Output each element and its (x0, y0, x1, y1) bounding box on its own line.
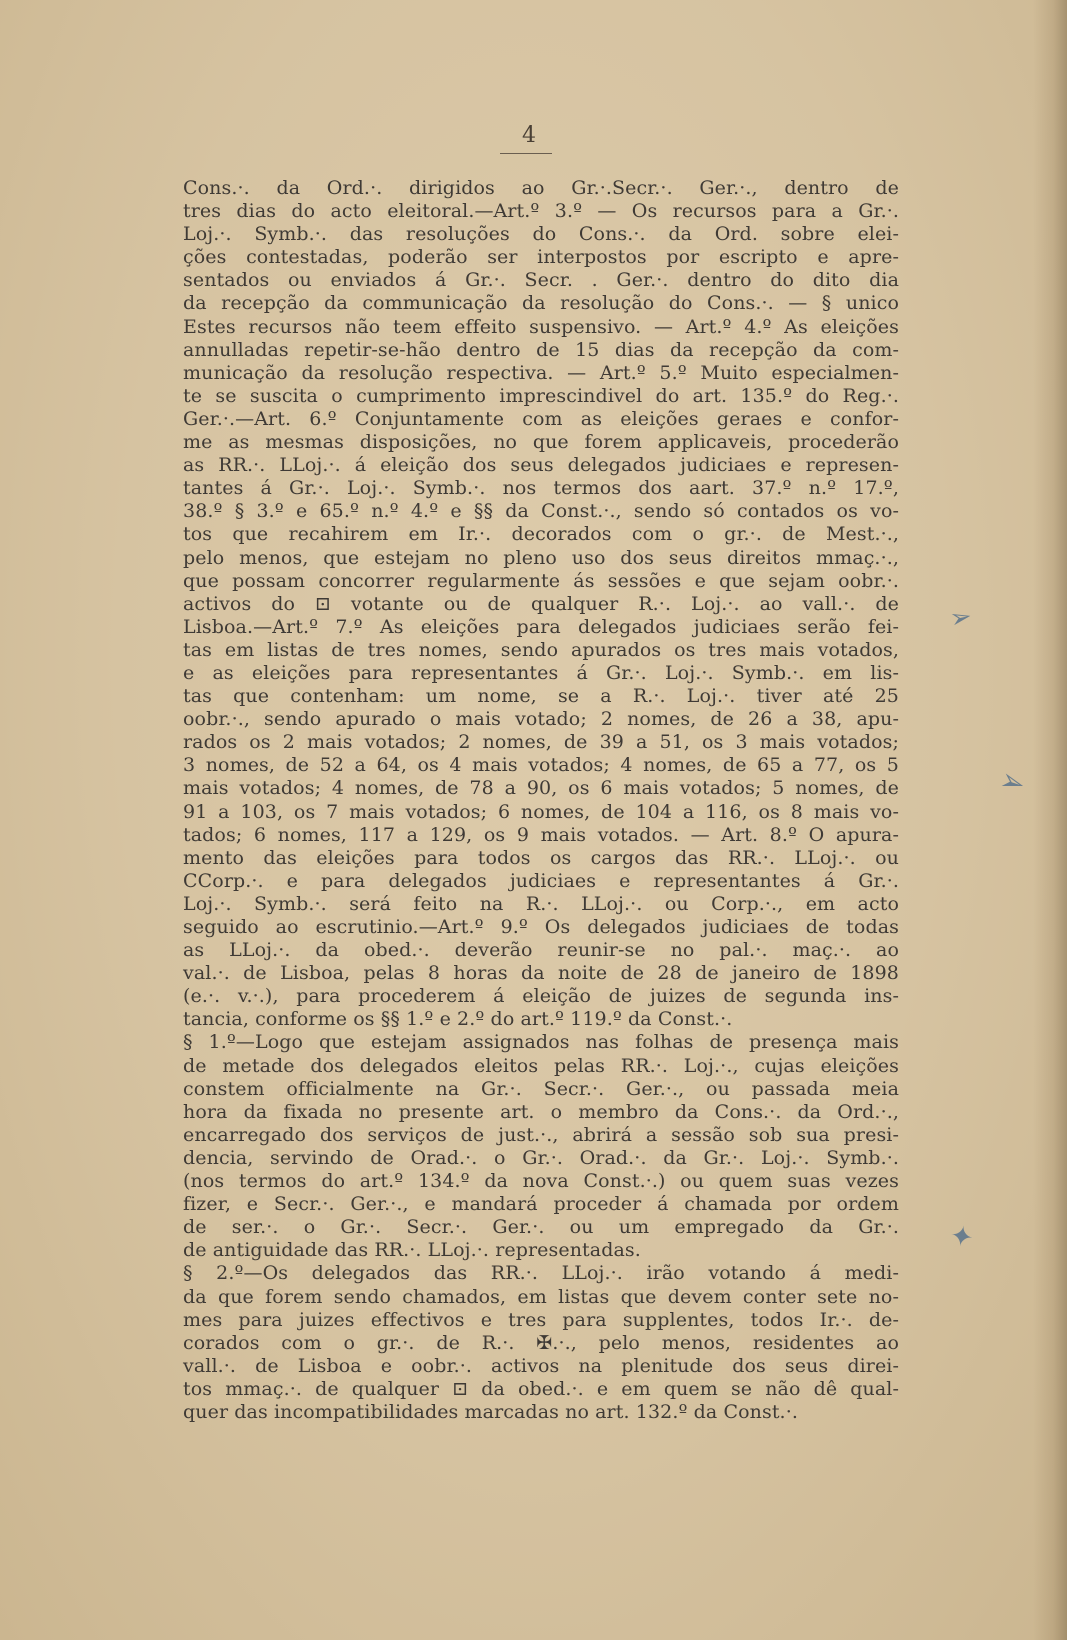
text-line: § 1.º—Logo que estejam assignados nas folhas de presença mais (183, 1031, 899, 1054)
text-line: encarregado dos serviços de just.·., abrirá a sessão sob sua presi- (183, 1123, 899, 1146)
text-line: mento das eleições para todos os cargos das RR.·. LLoj.·. ou (183, 846, 899, 869)
text-line: constem officialmente na Gr.·. Secr.·. Ger.·., ou passada meia (183, 1077, 899, 1100)
text-line: Lisboa.—Art.º 7.º As eleições para delegados judiciaes serão fei- (183, 615, 899, 638)
text-line: sentados ou enviados á Gr.·. Secr. . Ger.·. dentro do dito dia (183, 269, 899, 292)
text-line: mes para juizes effectivos e tres para supplentes, todos Ir.·. de- (183, 1308, 899, 1331)
text-line: activos do ⊡ votante ou de qualquer R.·. Loj.·. ao vall.·. de (183, 592, 899, 615)
text-line: val.·. de Lisboa, pelas 8 horas da noite de 28 de janeiro de 1898 (183, 962, 899, 985)
text-line: quer das incompatibilidades marcadas no art. 132.º da Const.·. (183, 1400, 798, 1423)
text-line: Loj.·. Symb.·. será feito na R.·. LLoj.·. ou Corp.·., em acto (183, 892, 899, 915)
text-line: e as eleições para representantes á Gr.·. Loj.·. Symb.·. em lis- (183, 661, 899, 684)
text-line: de ser.·. o Gr.·. Secr.·. Ger.·. ou um empregado da Gr.·. (183, 1216, 899, 1239)
body-text (183, 177, 899, 1424)
text-line: CCorp.·. e para delegados judiciaes e representantes á Gr.·. (183, 869, 899, 892)
text-line: corados com o gr.·. de R.·. ✠.·., pelo menos, residentes ao (183, 1331, 899, 1354)
text-line: 38.º § 3.º e 65.º n.º 4.º e §§ da Const.·., sendo só contados os vo- (183, 500, 899, 523)
text-line: te se suscita o cumprimento imprescindivel do art. 135.º do Reg.·. (183, 384, 899, 407)
text-line: (nos termos do art.º 134.º da nova Const.·.) ou quem suas vezes (183, 1170, 899, 1193)
text-line: tados; 6 nomes, 117 a 129, os 9 mais votados. — Art. 8.º O apura- (183, 823, 899, 846)
text-line: me as mesmas disposições, no que forem applicaveis, procederão (183, 431, 899, 454)
text-line: rados os 2 mais votados; 2 nomes, de 39 a 51, os 3 mais votados; (183, 731, 899, 754)
text-line: Loj.·. Symb.·. das resoluções do Cons.·. da Ord. sobre elei- (183, 223, 899, 246)
page-number: 4 (522, 123, 536, 148)
text-line: ções contestadas, poderão ser interpostos por escripto e apre- (183, 246, 899, 269)
text-line: de metade dos delegados eleitos pelas RR.·. Loj.·., cujas eleições (183, 1054, 899, 1077)
text-line: seguido ao escrutinio.—Art.º 9.º Os delegados judiciaes de todas (183, 916, 899, 938)
text-line: tantes á Gr.·. Loj.·. Symb.·. nos termos dos aart. 37.º n.º 17.º, (183, 477, 899, 500)
text-line: Cons.·. da Ord.·. dirigidos ao Gr.·.Secr.·. Ger.·., dentro de (183, 177, 899, 199)
margin-mark-icon: ➢ (947, 601, 975, 635)
text-line: hora da fixada no presente art. o membro da Cons.·. da Ord.·., (183, 1100, 899, 1123)
text-line: que possam concorrer regularmente ás sessões e que sejam oobr.·. (183, 569, 899, 592)
text-line: fizer, e Secr.·. Ger.·., e mandará proceder á chamada por ordem (183, 1193, 899, 1216)
text-line: Estes recursos não teem effeito suspensivo. — Art.º 4.º As eleições (183, 315, 899, 338)
text-line: tos mmaç.·. de qualquer ⊡ da obed.·. e em quem se não dê qual- (183, 1377, 899, 1400)
text-line: municação da resolução respectiva. — Art.º 5.º Muito especialmen- (183, 361, 899, 384)
text-line: tas em listas de tres nomes, sendo apurados os tres mais votados, (183, 638, 899, 661)
text-line: tas que contenham: um nome, se a R.·. Loj.·. tiver até 25 (183, 685, 899, 708)
text-line: 3 nomes, de 52 a 64, os 4 mais votados; 4 nomes, de 65 a 77, os 5 (183, 754, 899, 777)
text-line: pelo menos, que estejam no pleno uso dos seus direitos mmaç.·., (183, 546, 899, 569)
text-line: § 2.º—Os delegados das RR.·. LLoj.·. irão votando á medi- (183, 1262, 899, 1285)
margin-mark-icon: ✦ (947, 1218, 977, 1255)
text-line: tancia, conforme os §§ 1.º e 2.º do art.º 119.º da Const.·. (183, 1008, 733, 1031)
text-line: annulladas repetir-se-hão dentro de 15 dias da recepção da com- (183, 338, 899, 361)
page-number-rule (500, 153, 552, 154)
page-edge-shadow (1033, 0, 1067, 1640)
text-line: as LLoj.·. da obed.·. deverão reunir-se no pal.·. maç.·. ao (183, 939, 899, 962)
text-line: tos que recahirem em Ir.·. decorados com o gr.·. de Mest.·., (183, 523, 899, 546)
text-line: da que forem sendo chamados, em listas que devem conter sete no- (183, 1285, 899, 1308)
text-line: dencia, servindo de Orad.·. o Gr.·. Orad.·. da Gr.·. Loj.·. Symb.·. (183, 1146, 899, 1169)
text-line: tres dias do acto eleitoral.—Art.º 3.º — Os recursos para a Gr.·. (183, 200, 899, 223)
text-line: oobr.·., sendo apurado o mais votado; 2 nomes, de 26 a 38, apu- (183, 708, 899, 731)
text-line: (e.·. v.·.), para procederem á eleição de juizes de segunda ins- (183, 985, 899, 1008)
text-line: as RR.·. LLoj.·. á eleição dos seus delegados judiciaes e represen- (183, 454, 899, 477)
text-line: vall.·. de Lisboa e oobr.·. activos na plenitude dos seus direi- (183, 1354, 899, 1377)
text-line: da recepção da communicação da resolução do Cons.·. — § unico (183, 292, 899, 315)
text-line: 91 a 103, os 7 mais votados; 6 nomes, de 104 a 116, os 8 mais vo- (183, 800, 899, 823)
text-line: mais votados; 4 nomes, de 78 a 90, os 6 mais votados; 5 nomes, de (183, 777, 899, 800)
text-line: de antiguidade das RR.·. LLoj.·. representadas. (183, 1239, 641, 1262)
text-line: Ger.·.—Art. 6.º Conjuntamente com as eleições geraes e confor- (183, 407, 899, 430)
margin-mark-icon: ➢ (995, 761, 1030, 804)
